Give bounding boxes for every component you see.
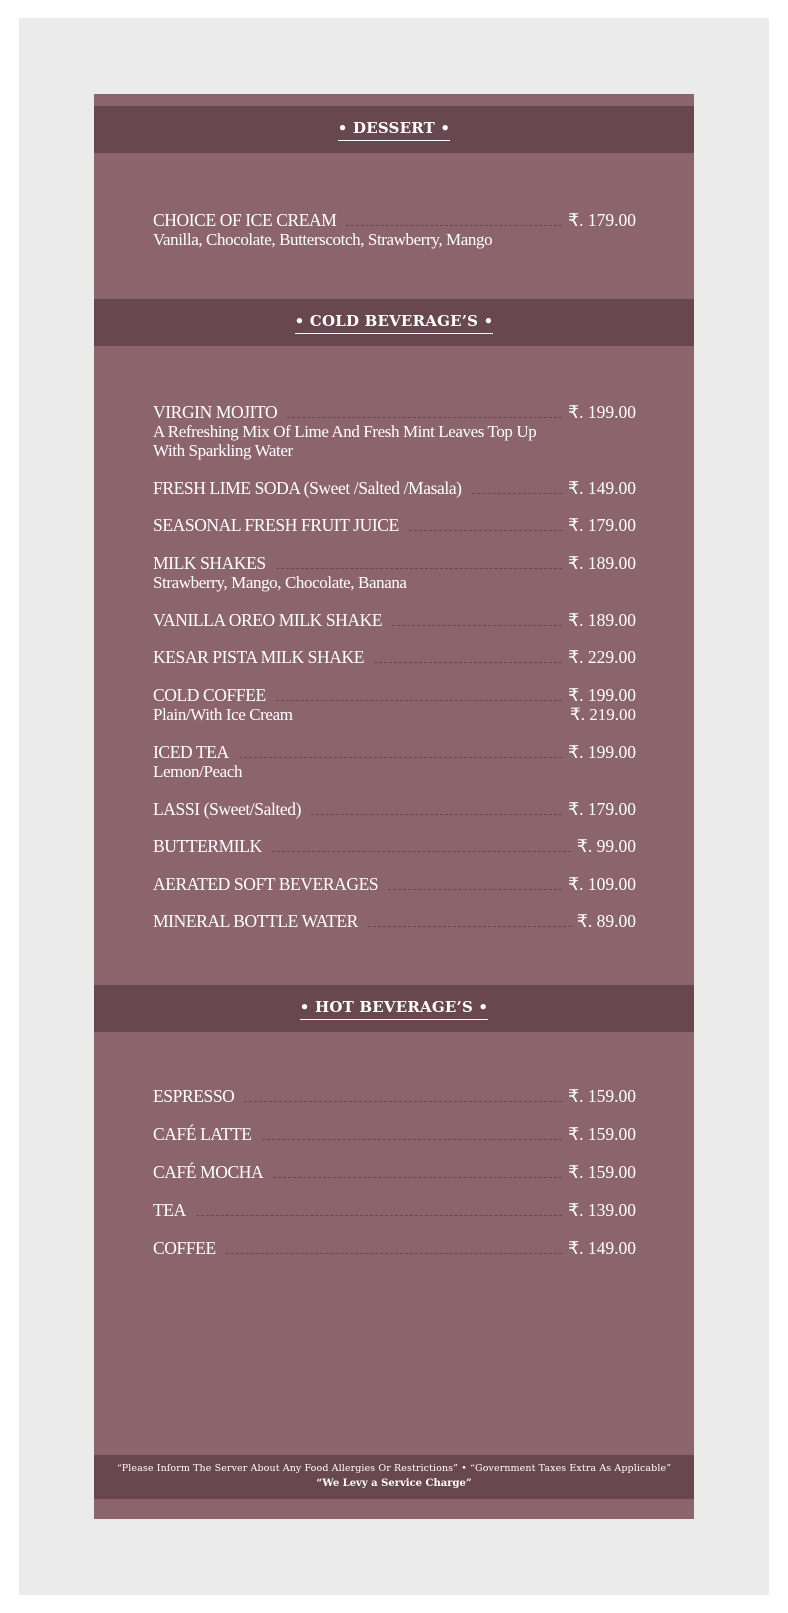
section-title: • DESSERT •: [338, 119, 450, 141]
item-name: MILK SHAKES: [153, 553, 266, 573]
footer-disclaimer: “Please Inform The Server About Any Food Allergies Or Restrictions” • “Government Taxes Extra As Applicable”: [116, 1463, 672, 1474]
item-price: ₹. 179.00: [567, 799, 636, 819]
item-description: Vanilla, Chocolate, Butterscotch, Strawberry, Mango: [153, 230, 493, 249]
item-name: LASSI (Sweet/Salted): [153, 799, 302, 819]
dotted-leader: [276, 700, 562, 701]
dotted-leader: [272, 851, 571, 852]
menu-item: [153, 911, 636, 931]
menu-item: [153, 515, 636, 535]
item-price: ₹. 189.00: [567, 553, 636, 573]
dotted-leader: [239, 757, 562, 758]
dotted-leader: [388, 889, 562, 890]
item-price: ₹. 99.00: [576, 836, 636, 856]
footer-note: [94, 1455, 694, 1499]
item-price: ₹. 149.00: [567, 1238, 636, 1258]
menu-item: [153, 478, 636, 498]
dotted-leader: [368, 926, 571, 927]
menu-item: [153, 1124, 636, 1144]
item-name: ICED TEA: [153, 742, 229, 762]
item-name: VIRGIN MOJITO: [153, 402, 278, 422]
menu-item: [153, 742, 636, 781]
item-price: ₹. 179.00: [567, 210, 636, 230]
menu-item: [153, 402, 636, 460]
dotted-leader: [273, 1177, 562, 1178]
dotted-leader: [311, 814, 562, 815]
item-price: ₹. 159.00: [567, 1124, 636, 1144]
item-name: COFFEE: [153, 1238, 216, 1258]
item-name: SEASONAL FRESH FRUIT JUICE: [153, 515, 399, 535]
dotted-leader: [409, 530, 562, 531]
menu-item: [153, 647, 636, 667]
menu-item: [153, 1086, 636, 1106]
dotted-leader: [262, 1139, 562, 1140]
item-price: ₹. 189.00: [567, 610, 636, 630]
item-price: ₹. 199.00: [567, 685, 636, 705]
item-name: VANILLA OREO MILK SHAKE: [153, 610, 383, 630]
item-name: AERATED SOFT BEVERAGES: [153, 874, 379, 894]
item-price: ₹. 109.00: [567, 874, 636, 894]
item-name: FRESH LIME SODA (Sweet /Salted /Masala): [153, 478, 462, 498]
menu-item: [153, 610, 636, 630]
item-name: BUTTERMILK: [153, 836, 262, 856]
menu-item: [153, 553, 636, 592]
item-price: ₹. 149.00: [567, 478, 636, 498]
section-header-hot-beverages: [94, 985, 694, 1032]
item-name: KESAR PISTA MILK SHAKE: [153, 647, 365, 667]
section-title: • COLD BEVERAGE’S •: [295, 312, 494, 334]
item-description: A Refreshing Mix Of Lime And Fresh Mint Leaves Top Up With Sparkling Water: [153, 422, 537, 460]
menu-item: [153, 1162, 636, 1182]
item-name: CHOICE OF ICE CREAM: [153, 210, 337, 230]
dotted-leader: [472, 493, 562, 494]
item-name: TEA: [153, 1200, 186, 1220]
item-price: ₹. 89.00: [576, 911, 636, 931]
item-price: ₹. 199.00: [567, 402, 636, 422]
item-price: ₹. 229.00: [567, 647, 636, 667]
item-price: ₹. 199.00: [567, 742, 636, 762]
dotted-leader: [374, 662, 562, 663]
item-description: [153, 705, 636, 724]
menu-item: [153, 685, 636, 724]
item-alt-price: ₹. 219.00: [569, 705, 636, 724]
item-name: ESPRESSO: [153, 1086, 235, 1106]
item-description: Strawberry, Mango, Chocolate, Banana: [153, 573, 407, 592]
item-price: ₹. 179.00: [567, 515, 636, 535]
item-name: CAFÉ MOCHA: [153, 1162, 264, 1182]
footer-service-charge: “We Levy a Service Charge”: [316, 1478, 472, 1489]
dotted-leader: [346, 225, 562, 226]
menu-item: [153, 799, 636, 819]
item-name: MINERAL BOTTLE WATER: [153, 911, 358, 931]
dotted-leader: [196, 1215, 562, 1216]
menu-item: [153, 1238, 636, 1258]
section-header-cold-beverages: [94, 299, 694, 346]
menu-item: [153, 874, 636, 894]
item-price: ₹. 159.00: [567, 1086, 636, 1106]
menu-item: [153, 210, 636, 249]
section-header-dessert: [94, 106, 694, 153]
item-description-text: Plain/With Ice Cream: [153, 705, 293, 724]
dotted-leader: [244, 1101, 562, 1102]
item-price: ₹. 139.00: [567, 1200, 636, 1220]
dotted-leader: [226, 1253, 562, 1254]
item-name: CAFÉ LATTE: [153, 1124, 252, 1144]
item-name: COLD COFFEE: [153, 685, 266, 705]
dotted-leader: [276, 568, 562, 569]
item-description: Lemon/Peach: [153, 762, 243, 781]
section-title: • HOT BEVERAGE’S •: [300, 998, 488, 1020]
dotted-leader: [392, 625, 562, 626]
item-price: ₹. 159.00: [567, 1162, 636, 1182]
menu-card: [94, 94, 694, 1519]
menu-item: [153, 1200, 636, 1220]
menu-item: [153, 836, 636, 856]
dotted-leader: [287, 417, 562, 418]
